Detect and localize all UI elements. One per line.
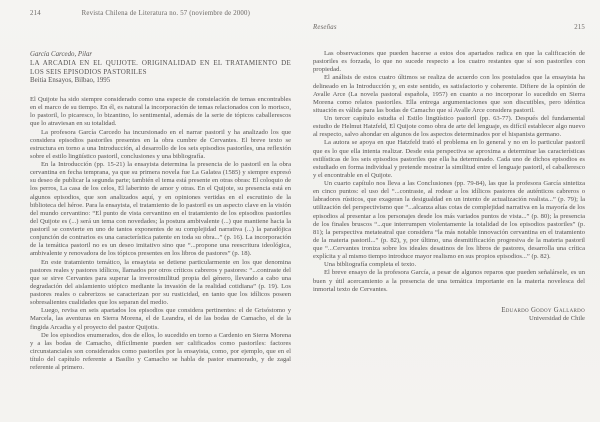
- right-page-number: 215: [574, 24, 585, 31]
- reviewer-signature: [313, 307, 585, 324]
- paragraph: Una bibliografía completa el texto.: [324, 261, 417, 269]
- paragraph: En la Introducción (pp. 15-21) la ensayista determina la presencia de lo pastoril en la obra cervantina en fecha temprana, ya que su primera novela fue La Galatea (1585) y siempre expresó su deseo de publicar la segunda parte; también el tema está presente en otras obras: El coloquio de los perros, La casa de los celos, El laberinto de amor y otras. En el Quijote, su presencia está en algunos episodios, que son analizados aquí, y en opiniones vertidas en el escrutinio de la biblioteca del héroe. Para la ensayista, el tratamiento de lo pastoril es un aspecto clave en la visión del mundo cervantino: “El punto de vista cervantino en el tratamiento de los episodios pastoriles del Quijote es (...) será un tema con novedades; la postura ambivalente (...) que mantiene hacia la pastoril se convierte en uno de tantos exponentes de su complejidad narrativa (...) la paradójica conjunción de contrarios es una característica patente en toda su obra...” (p. 16). La incorporación de la temática pastoril no es un deseo imitativo sino que “...propone una reescritura ideológica, ambivalente y renovadora de los tópicos presentes en los libros de pastores” (p. 18).: [30, 161, 291, 258]
- paragraph: La profesora García Carcedo ha incursionado en el narrar pastoril y ha analizado los que considera episodios pastoriles presentes en la obra cumbre de Cervantes. El breve texto se estructura en torno a una Introducción, al desarrollo de los seis episodios pastoriles, una reflexión sobre el estilo lingüístico pastoril, conclusiones y una bibliografía.: [30, 128, 291, 160]
- paragraph: De los episodios enumerados, dos de ellos, lo sucedido en torno a Cardenio en Sierra Morena y a las bodas de Camacho, difícilmente pueden ser calificados como pastoriles: factores circunstanciales son considerados como pastoriles por la ensayista, como, por ejemplo, que en el título del capítulo referente a Basilio y Camacho se habla de pastor enamorado, y de zagal referente al primero.: [30, 331, 291, 372]
- paragraph: En este tratamiento temático, la ensayista se detiene particularmente en los que denomina pastores reales y pastores idílicos, llamados por otros críticos cabreros y pastores: “...contraste del que se sirve Cervantes para superar la inverosimilitud propia del género, llevando a cabo una degradación del aislamiento utópico mediante la invasión de la realidad cotidiana” (p. 19). Los pastores reales o cabrerizos se caracterizan por su rusticidad, en tanto que los idílicos poseen sobresalientes cualidades que los separan del medio.: [30, 258, 291, 307]
- right-running-head: Reseñas: [313, 24, 337, 31]
- reviewed-book-imprint: Beitia Ensayos, Bilbao, 1995: [30, 76, 111, 84]
- left-running-head: Revista Chilena de Literatura no. 57 (noviembre de 2000): [81, 10, 251, 17]
- left-running-head-row: [30, 10, 291, 17]
- right-running-head-row: [313, 24, 585, 31]
- left-page-number: 214: [30, 10, 41, 17]
- reviewer-name: Eduardo Godoy Gallardo: [501, 306, 585, 314]
- review-heading: [30, 51, 291, 85]
- paragraph: El Quijote ha sido siempre considerado como una especie de constelación de temas encontrables en el marco de su tiempo. En él, es natural la incorporación de temas relacionados con lo morisco, lo pastoril, lo picaresco, lo bizantino, lo sentimental, además de la serie de tópicos caballerescos que lo atraviesan en su totalidad.: [30, 96, 291, 128]
- paragraph: Un tercer capítulo estudia el Estilo lingüístico pastoril (pp. 63-77). Después del fundamental estudio de Helmut Hatzfeld, El Quijote como obra de arte del lenguaje, es difícil establecer algo nuevo al respecto, salvo ahondar en algunos de los aspectos determinados por el hispanista germano.: [313, 115, 585, 139]
- page-left: [30, 10, 291, 372]
- paragraph: Las observaciones que pueden hacerse a estos dos apartados radica en que la calificación de pastoriles es forzada, lo que no sucede respecto a los cuatro restantes que sí son pastoriles con propiedad.: [313, 50, 585, 74]
- paragraph: El breve ensayo de la profesora García, a pesar de algunos reparos que pueden señalársele, es un buen y útil acercamiento a la presencia de una temática importante en la materia novelesca del inmortal texto de Cervantes.: [313, 269, 585, 293]
- reviewed-book-author: García Carcedo, Pilar: [30, 51, 93, 58]
- paragraph: Un cuarto capítulo nos lleva a las Conclusiones (pp. 79-84), las que la profesora García sintetiza en cinco puntos: el uso del “...contraste, al rodear a los idílicos pastores de auténticos cabreros o labradores rústicos, que exageran la desigualdad en un intento de actualización realista...” (p. 79); la utilización del perspectivismo que “...alcanza altas cotas de complejidad narrativa en la mayoría de los episodios al presentar a los personajes desde los más variados puntos de vista...” (p. 80); la presencia de los finales bruscos “...que interrumpen violentamente la totalidad de los episodios pastoriles” (p. 81); la perspectiva metateatral que considera “la más notable innovación cervantina en el tratamiento de la materia pastoril...” (p. 82), y, por último, una desmitificación progresiva de la materia pastoril que “...Cervantes ironiza sobre los ideales desatinos de los libros de pastores, desarrolla una crítica explícita y al mismo tiempo introduce mayor realismo en sus propios episodios...” (p. 82).: [313, 180, 585, 261]
- paragraph: Luego, revisa en seis apartados los episodios que considera pertinentes: el de Grisóstomo y Marcela, las aventuras en Sierra Morena, el de Leandra, el de las bodas de Camacho, el de la fingida Arcadia y el proyecto del pastor Quijotis.: [30, 307, 291, 331]
- paragraph: El análisis de estos cuatro últimos se realiza de acuerdo con los postulados que la ensayista ha delineado en la Introducción y, en este sentido, es satisfactorio y coherente. Difiere de la opinión de Avalle Arce (La novela pastoral española, 1957) en cuanto a no incorporar lo sucedido en Sierra Morena como relatos pastoriles. Ella entrega argumentaciones que son discutibles, pero idéntica situación es válida para las bodas de Camacho que sí Avalle Arce considera pastoril.: [313, 74, 585, 114]
- reviewed-book-title: LA ARCADIA EN EL QUIJOTE. ORIGINALIDAD EN EL TRATAMIENTO DE LOS SEIS EPISODIOS PASTORILES: [30, 59, 291, 76]
- paragraph: La autora se apoya en que Hatzfeld trató el problema en lo general y no en lo particular pastoril que es lo que ella intenta realizar. Desde esta perspectiva se aproxima a determinar las características estilísticas de los seis episodios pastoriles que ella ha determinado. Cada uno de dichos episodios es estudiado en forma individual y pretende mostrar la similitud entre el lenguaje pastoril, el caballeresco y el encontrable en el Quijote.: [313, 139, 585, 179]
- page-right: [313, 24, 585, 323]
- reviewer-affiliation: Universidad de Chile: [528, 315, 585, 323]
